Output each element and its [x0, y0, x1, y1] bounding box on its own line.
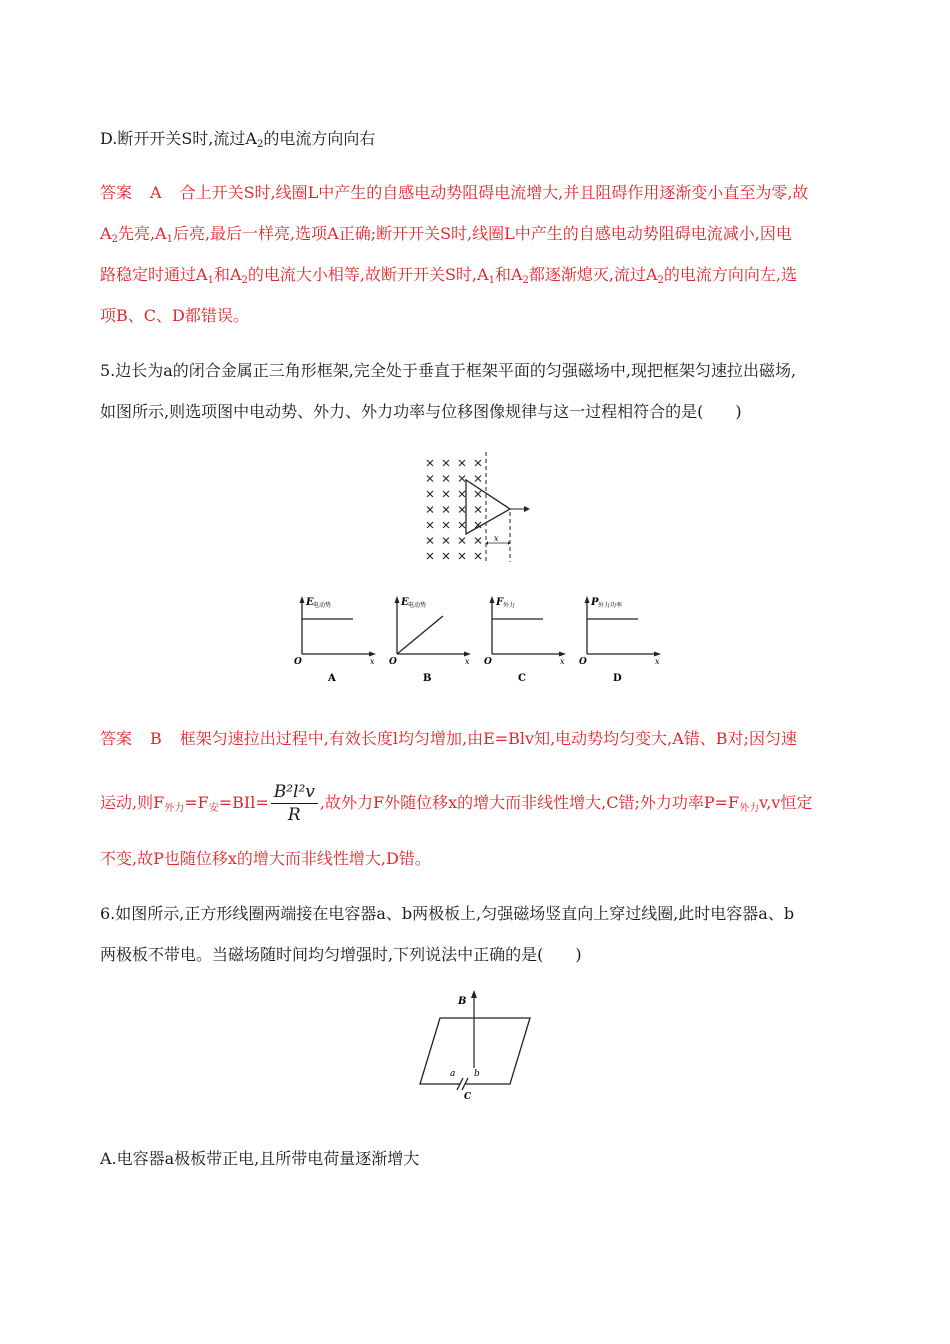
y-axis-label: E: [401, 597, 409, 608]
graph-c: [480, 592, 570, 687]
text-run: 后亮,最后一样亮,选项A正确;断开开关S时,线圈L中产生的自感电动势阻碍电流减小,因电: [172, 224, 792, 243]
graph-b: [385, 592, 475, 687]
option-label: C: [518, 673, 526, 684]
x-axis-label: x: [560, 657, 565, 666]
text-run: 和A: [494, 265, 523, 284]
answer-q4-line2: [100, 223, 792, 245]
subscript: 2: [522, 275, 529, 286]
y-axis-sub-label: 电动势: [408, 602, 427, 609]
graph-a: [290, 592, 380, 687]
magnetic-field-triangle-figure: [420, 452, 540, 564]
coil-capacitor-figure: [412, 990, 537, 1102]
y-axis-sub-label: 外力: [503, 602, 516, 609]
text-run: 的电流大小相等,故断开开关S时,A: [247, 265, 489, 284]
subscript: 1: [488, 275, 495, 286]
graph-b-curve: [397, 616, 443, 654]
text-run: 都逐渐熄灭,流过A: [528, 265, 658, 284]
fig-b-field-label: B: [458, 996, 467, 1007]
answer-q5-line1: 答案 B 框架匀速拉出过程中,有效长度l均匀增加,由E=Blv知,电动势均匀变大,A错、B对;因匀速: [100, 729, 797, 748]
question-6-line2: 两极板不带电。当磁场随时间均匀增强时,下列说法中正确的是( ): [100, 945, 582, 964]
question-6-line1: 6.如图所示,正方形线圈两端接在电容器a、b两极板上,匀强磁场竖直向上穿过线圈,此时电容器a、b: [100, 904, 795, 923]
x-axis-label: x: [370, 657, 375, 666]
fig-plate-a-label: a: [450, 1069, 456, 1079]
subscript: 1: [207, 275, 214, 286]
subscript: 2: [657, 275, 664, 286]
option-label: D: [613, 673, 622, 684]
text-run: 和A: [213, 265, 242, 284]
answer-q5-line3: 不变,故P也随位移x的增大而非线性增大,D错。: [100, 849, 431, 868]
answer-q4-line3: [100, 264, 797, 286]
option-a-q6: A.电容器a极板带正电,且所带电荷量逐渐增大: [100, 1149, 420, 1168]
question-5-line1: 5.边长为a的闭合金属正三角形框架,完全处于垂直于框架平面的匀强磁场中,现把框架匀速拉出磁场,: [100, 361, 797, 380]
answer-q4-line4: 项B、C、D都错误。: [100, 306, 249, 325]
x-axis-label: x: [655, 657, 660, 666]
fig-capacitor-label: C: [464, 1092, 472, 1102]
text-run: 的电流方向向左,选: [663, 265, 798, 284]
origin-label: O: [389, 657, 397, 667]
formula-fraction: $\frac{\text{B²l²v}}{R}$: [271, 781, 318, 826]
answer-q4-line1: 答案 A 合上开关S时,线圈L中产生的自感电动势阻碍电流增大,并且阻碍作用逐渐变小直至为零,故: [100, 183, 809, 202]
x-axis-label: x: [465, 657, 470, 666]
option-d-q4: D.断开开关S时,流过$A_2$的电流方向向右: [100, 129, 376, 150]
fig-x-label: x: [494, 534, 499, 543]
graph-d: [575, 592, 665, 687]
fig-plate-b-label: b: [474, 1069, 480, 1079]
origin-label: O: [579, 657, 587, 667]
answer-q5-line2: 运动,则$F_{外力}=F_安=BIl=$ $\frac{\text{B²l²v}}{R}$ ,故外力F外随位移x的增大而非线性增大,C错;外力功率$P=F_{外力}v,v$恒定: [100, 782, 813, 825]
question-5-line2: 如图所示,则选项图中电动势、外力、外力功率与位移图像规律与这一过程相符合的是( ): [100, 402, 742, 421]
option-label: A: [328, 673, 336, 684]
text-run: 先亮,A: [117, 224, 167, 243]
origin-label: O: [484, 657, 492, 667]
subscript: 1: [166, 234, 173, 245]
option-label: B: [423, 673, 432, 684]
y-axis-sub-label: 电动势: [313, 602, 332, 609]
subscript: 2: [111, 234, 118, 245]
origin-label: O: [294, 657, 302, 667]
y-axis-label: E: [306, 597, 314, 608]
subscript: 2: [241, 275, 248, 286]
y-axis-sub-label: 外力功率: [598, 602, 623, 609]
y-axis-label: F: [496, 597, 504, 608]
y-axis-label: P: [591, 597, 599, 608]
text-run: A: [100, 224, 112, 243]
text-run: 路稳定时通过A: [100, 265, 208, 284]
